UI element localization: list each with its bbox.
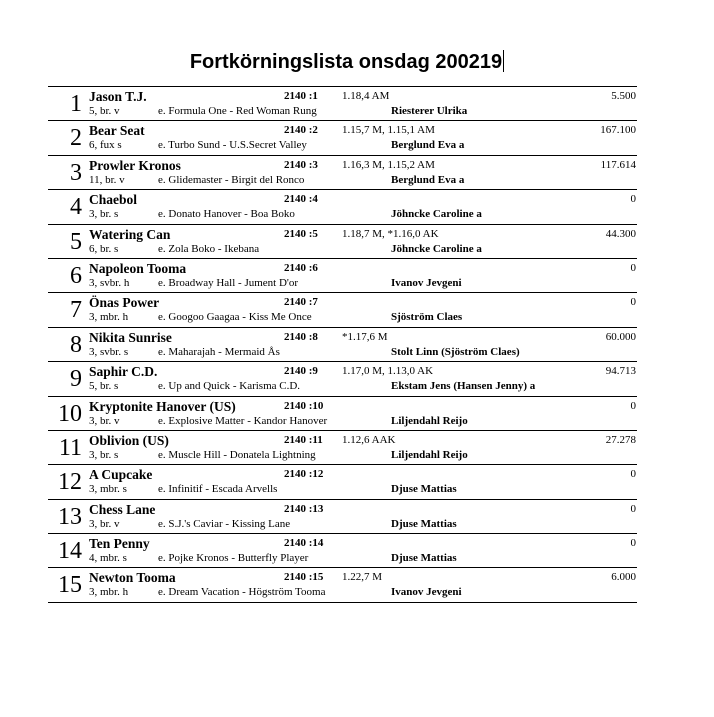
horse-pedigree: e. Turbo Sund - U.S.Secret Valley xyxy=(158,139,307,152)
driver-name: Djuse Mattias xyxy=(391,483,457,496)
distance-post: 2140 :3 xyxy=(284,158,318,171)
driver-name: Ekstam Jens (Hansen Jenny) a xyxy=(391,380,536,393)
entry-number: 5 xyxy=(70,228,82,255)
earnings: 0 xyxy=(630,193,636,206)
earnings: 167.100 xyxy=(600,124,636,137)
earnings: 0 xyxy=(630,502,636,515)
driver-name: Sjöström Claes xyxy=(391,311,463,324)
earnings: 0 xyxy=(630,399,636,412)
entry-number: 15 xyxy=(58,572,82,599)
driver-name: Berglund Eva a xyxy=(391,173,465,186)
earnings: 0 xyxy=(630,537,636,550)
text-cursor xyxy=(503,50,504,72)
distance-post: 2140 :7 xyxy=(284,296,318,309)
record-times: 1.15,7 M, 1.15,1 AM xyxy=(342,124,435,137)
driver-name: Liljendahl Reijo xyxy=(391,414,468,427)
horse-name: Napoleon Tooma xyxy=(89,260,187,276)
horse-name: Watering Can xyxy=(89,226,171,242)
earnings: 60.000 xyxy=(605,330,636,343)
driver-name: Jöhncke Caroline a xyxy=(391,208,482,221)
entry-number: 13 xyxy=(58,503,82,530)
driver-name: Liljendahl Reijo xyxy=(391,448,468,461)
distance-post: 2140 :4 xyxy=(284,193,318,206)
horse-name: Chess Lane xyxy=(89,501,156,517)
distance-post: 2140 :2 xyxy=(284,124,318,137)
earnings: 27.278 xyxy=(605,433,636,446)
distance-post: 2140 :5 xyxy=(284,227,318,240)
driver-name: Djuse Mattias xyxy=(391,517,457,530)
horse-details: 5, br. v xyxy=(89,105,120,117)
horse-details: 11, br. v xyxy=(89,173,125,186)
driver-name: Ivanov Jevgeni xyxy=(391,586,462,599)
horse-pedigree: e. Up and Quick - Karisma C.D. xyxy=(158,380,301,393)
horse-name: Ten Penny xyxy=(89,536,150,552)
entry-row xyxy=(48,87,637,121)
horse-pedigree: e. S.J.'s Caviar - Kissing Lane xyxy=(158,517,291,530)
entry-row xyxy=(48,431,637,465)
horse-details: 3, br. v xyxy=(89,414,120,427)
entry-number: 1 xyxy=(70,91,82,117)
horse-pedigree: e. Infinitif - Escada Arvells xyxy=(158,483,278,496)
horse-pedigree: e. Muscle Hill - Donatela Lightning xyxy=(158,448,316,461)
horse-name: Chaebol xyxy=(89,192,138,208)
horse-details: 3, svbr. h xyxy=(89,276,130,289)
distance-post: 2140 :11 xyxy=(284,433,323,446)
horse-name: Önas Power xyxy=(89,295,160,311)
entry-row xyxy=(48,121,637,155)
entry-row xyxy=(48,534,637,568)
earnings: 0 xyxy=(630,261,636,274)
horse-pedigree: e. Zola Boko - Ikebana xyxy=(158,242,260,255)
entry-row xyxy=(48,328,637,362)
horse-pedigree: e. Googoo Gaagaa - Kiss Me Once xyxy=(158,311,312,324)
distance-post: 2140 :6 xyxy=(284,261,318,274)
entry-row xyxy=(48,397,637,431)
entry-row xyxy=(48,190,637,224)
horse-pedigree: e. Broadway Hall - Jument D'or xyxy=(158,276,299,289)
entry-number: 10 xyxy=(58,400,82,427)
record-times: 1.18,4 AM xyxy=(342,90,390,102)
entry-row xyxy=(48,156,637,190)
entry-row xyxy=(48,568,637,602)
entry-number: 8 xyxy=(70,331,82,358)
entry-number: 7 xyxy=(70,297,82,324)
earnings: 117.614 xyxy=(600,158,636,171)
horse-pedigree: e. Formula One - Red Woman Rung xyxy=(158,105,317,117)
driver-name: Ivanov Jevgeni xyxy=(391,276,462,289)
horse-name: Newton Tooma xyxy=(89,570,176,586)
horse-name: Kryptonite Hanover (US) xyxy=(89,398,236,414)
record-times: 1.18,7 M, *1.16,0 AK xyxy=(342,227,439,240)
horse-details: 3, br. s xyxy=(89,448,119,461)
earnings: 0 xyxy=(630,468,636,481)
horse-details: 3, br. v xyxy=(89,517,120,530)
horse-details: 3, mbr. s xyxy=(89,483,127,496)
entry-row xyxy=(48,225,637,259)
earnings: 44.300 xyxy=(605,227,636,240)
horse-name: Prowler Kronos xyxy=(89,157,181,173)
horse-name: Saphir C.D. xyxy=(89,364,158,380)
horse-details: 5, br. s xyxy=(89,380,119,393)
entry-row xyxy=(48,500,637,534)
distance-post: 2140 :10 xyxy=(284,399,324,412)
distance-post: 2140 :1 xyxy=(284,90,318,102)
driver-name: Berglund Eva a xyxy=(391,139,465,152)
horse-name: Jason T.J. xyxy=(89,89,147,104)
distance-post: 2140 :13 xyxy=(284,502,324,515)
record-times: *1.17,6 M xyxy=(342,330,388,343)
driver-name: Riesterer Ulrika xyxy=(391,105,468,117)
horse-name: Nikita Sunrise xyxy=(89,329,172,345)
entry-number: 14 xyxy=(58,538,82,565)
record-times: 1.17,0 M, 1.13,0 AK xyxy=(342,365,434,378)
entry-number: 2 xyxy=(70,125,82,152)
distance-post: 2140 :14 xyxy=(284,537,324,550)
entry-row xyxy=(48,259,637,293)
horse-details: 3, mbr. h xyxy=(89,311,129,324)
entry-number: 11 xyxy=(58,434,82,461)
distance-post: 2140 :15 xyxy=(284,571,324,584)
earnings: 94.713 xyxy=(605,365,636,378)
entry-row xyxy=(48,465,637,499)
entry-row xyxy=(48,362,637,396)
record-times: 1.22,7 M xyxy=(342,571,383,584)
horse-pedigree: e. Donato Hanover - Boa Boko xyxy=(158,208,295,221)
driver-name: Jöhncke Caroline a xyxy=(391,242,482,255)
entry-number: 6 xyxy=(70,262,82,289)
earnings: 5.500 xyxy=(611,90,636,102)
horse-pedigree: e. Maharajah - Mermaid Ås xyxy=(158,345,280,358)
document-title-text: Fortkörningslista onsdag 200219 xyxy=(189,51,503,73)
horse-pedigree: e. Dream Vacation - Högström Tooma xyxy=(158,586,326,599)
horse-name: A Cupcake xyxy=(89,467,153,483)
horse-details: 3, mbr. h xyxy=(89,586,129,599)
entry-number: 3 xyxy=(70,159,82,186)
driver-name: Djuse Mattias xyxy=(391,552,457,565)
horse-details: 6, fux s xyxy=(89,139,122,152)
horse-pedigree: e. Glidemaster - Birgit del Ronco xyxy=(158,173,305,186)
earnings: 6.000 xyxy=(611,571,636,584)
document-title[interactable] xyxy=(0,50,694,74)
horse-details: 3, svbr. s xyxy=(89,345,129,358)
record-times: 1.16,3 M, 1.15,2 AM xyxy=(342,158,435,171)
entry-row xyxy=(48,293,637,327)
earnings: 0 xyxy=(630,296,636,309)
entry-list xyxy=(48,86,637,603)
driver-name: Stolt Linn (Sjöström Claes) xyxy=(391,345,520,358)
distance-post: 2140 :8 xyxy=(284,330,318,343)
distance-post: 2140 :9 xyxy=(284,365,318,378)
entry-number: 12 xyxy=(58,469,82,496)
horse-name: Bear Seat xyxy=(89,123,145,139)
horse-details: 3, br. s xyxy=(89,208,119,221)
horse-pedigree: e. Pojke Kronos - Butterfly Player xyxy=(158,552,309,565)
horse-details: 4, mbr. s xyxy=(89,552,127,565)
horse-name: Oblivion (US) xyxy=(89,432,169,448)
horse-details: 6, br. s xyxy=(89,242,119,255)
record-times: 1.12,6 AAK xyxy=(342,433,396,446)
entry-number: 4 xyxy=(70,194,82,221)
entry-number: 9 xyxy=(70,366,82,393)
distance-post: 2140 :12 xyxy=(284,468,324,481)
horse-pedigree: e. Explosive Matter - Kandor Hanover xyxy=(158,414,328,427)
